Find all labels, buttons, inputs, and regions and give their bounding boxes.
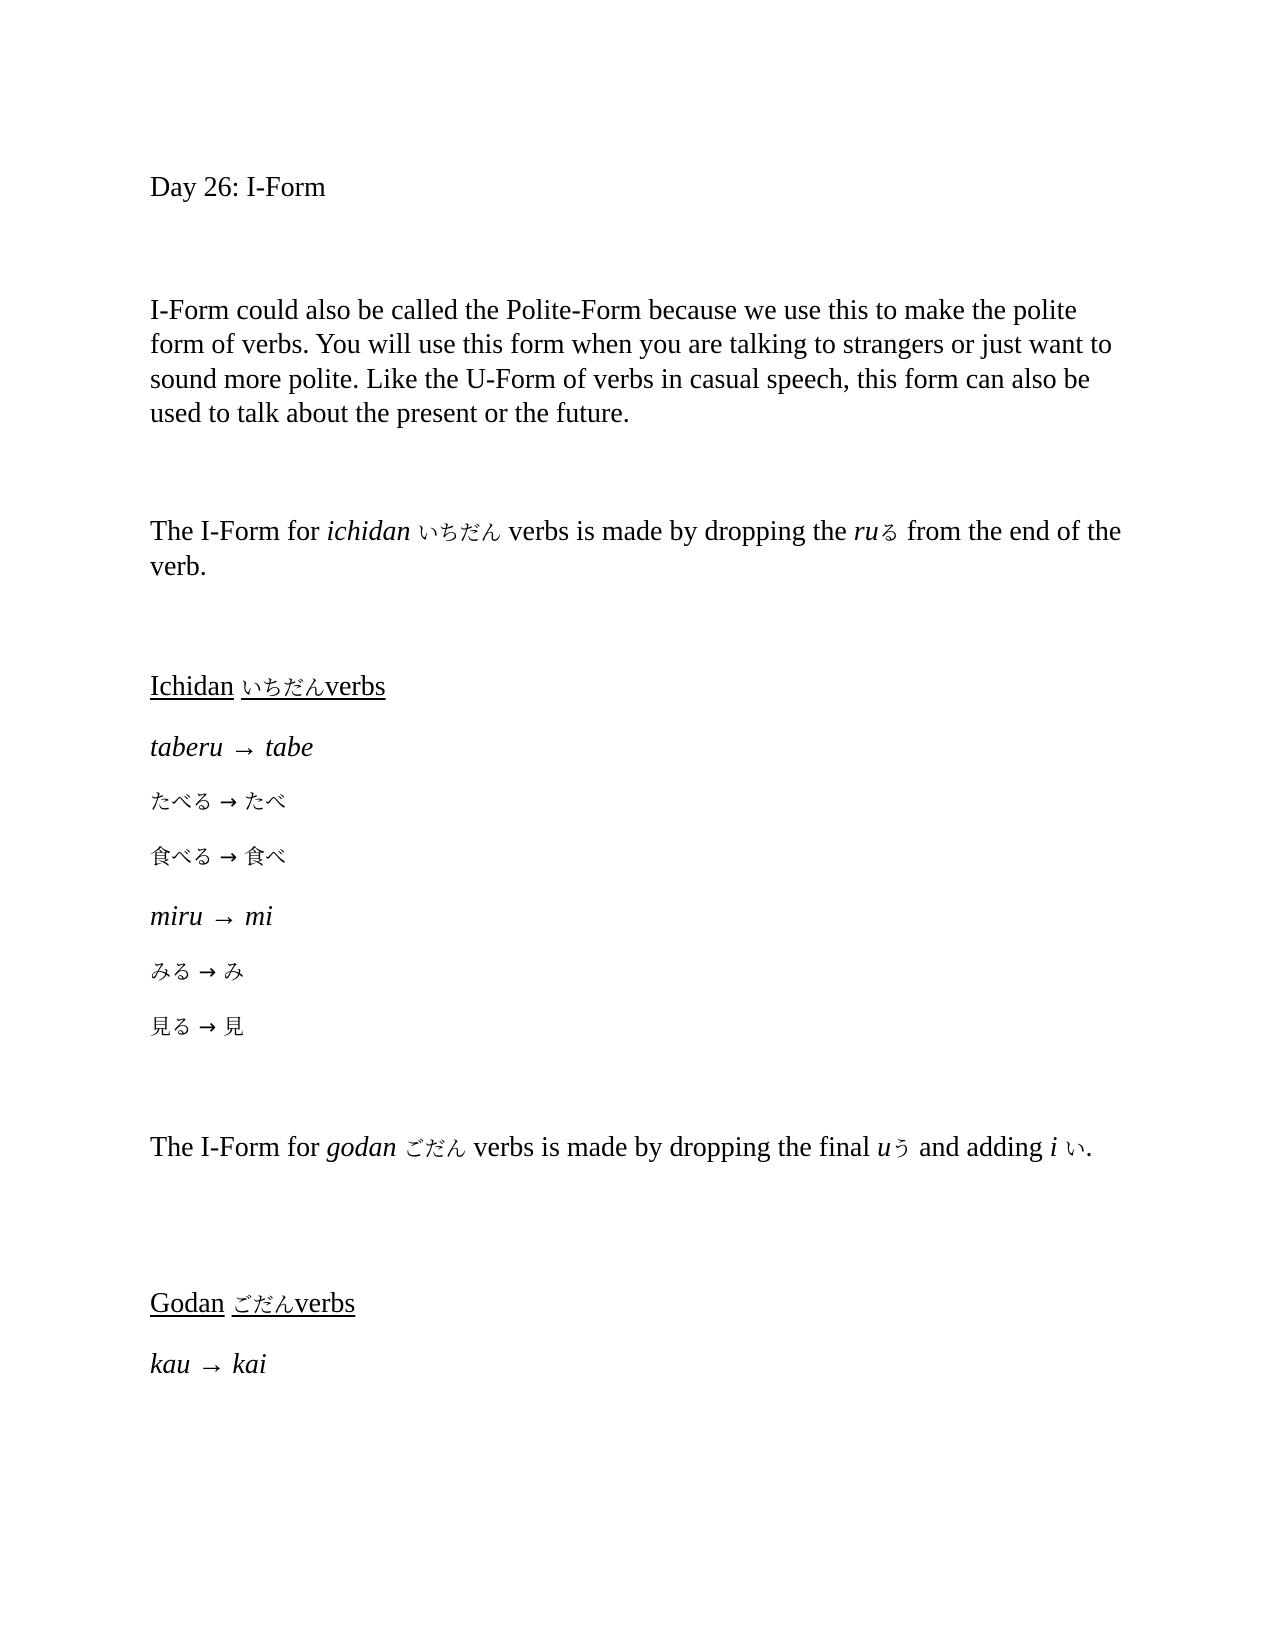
example-romaji-miru: [150, 900, 273, 934]
example-romaji-taberu-text: taberu → tabe: [150, 732, 314, 763]
intro-paragraph: I-Form could also be called the Polite-Form because we use this to make the polite form of verbs. You will use this form when you are talking to strangers or just want to sound more polite. Like the U-Form of verbs in casual speech, this form can also be used to talk about the present or the future.: [150, 295, 1112, 429]
godan-rule-end: .: [1085, 1132, 1093, 1163]
godan-rule-mid2: and adding: [912, 1132, 1050, 1163]
godan-term-romaji: godan: [326, 1132, 397, 1163]
example-kanji-taberu: 食べる → 食べ: [150, 845, 286, 869]
example-kana-taberu: たべる → たべ: [150, 790, 286, 814]
godan-add-romaji: i: [1049, 1132, 1058, 1163]
ichidan-heading: [150, 670, 386, 705]
ichidan-heading-kana: いちだん: [240, 676, 325, 700]
ichidan-drop-kana: る: [878, 521, 900, 545]
ichidan-term-kana: いちだん: [417, 521, 502, 545]
godan-rule-prefix: The I-Form for: [150, 1132, 327, 1163]
ichidan-rule-middle: verbs is made by dropping the: [501, 516, 854, 547]
example-kanji-miru: 見る → 見: [150, 1015, 244, 1039]
godan-term-kana: ごだん: [403, 1137, 467, 1161]
ichidan-term-romaji: ichidan: [326, 516, 411, 547]
godan-add-kana: い: [1064, 1137, 1086, 1161]
example-kana-miru: みる → み: [150, 960, 244, 984]
example-romaji-miru-text: miru → mi: [150, 901, 273, 932]
example-romaji-taberu: [150, 731, 313, 765]
ichidan-rule-prefix: The I-Form for: [150, 516, 327, 547]
ichidan-rule-paragraph: [150, 515, 1130, 585]
page-title: Day 26: I-Form: [150, 172, 326, 203]
godan-heading-kana: ごだん: [231, 1293, 295, 1317]
example-romaji-kau: [150, 1348, 267, 1382]
godan-heading: [150, 1287, 355, 1322]
godan-drop-romaji: u: [877, 1132, 892, 1163]
ichidan-rule-suffix: from the end of the verb.: [150, 516, 1122, 583]
ichidan-heading-verbs: verbs: [324, 671, 386, 702]
godan-rule-paragraph: [150, 1131, 1130, 1166]
example-romaji-kau-text: kau → kai: [150, 1349, 267, 1380]
ichidan-heading-word: Ichidan: [150, 671, 234, 702]
godan-heading-word: Godan: [150, 1288, 225, 1319]
godan-rule-middle: verbs is made by dropping the final: [466, 1132, 878, 1163]
ichidan-drop-romaji: ru: [853, 516, 879, 547]
godan-drop-kana: う: [891, 1137, 913, 1161]
godan-heading-verbs: verbs: [294, 1288, 356, 1319]
